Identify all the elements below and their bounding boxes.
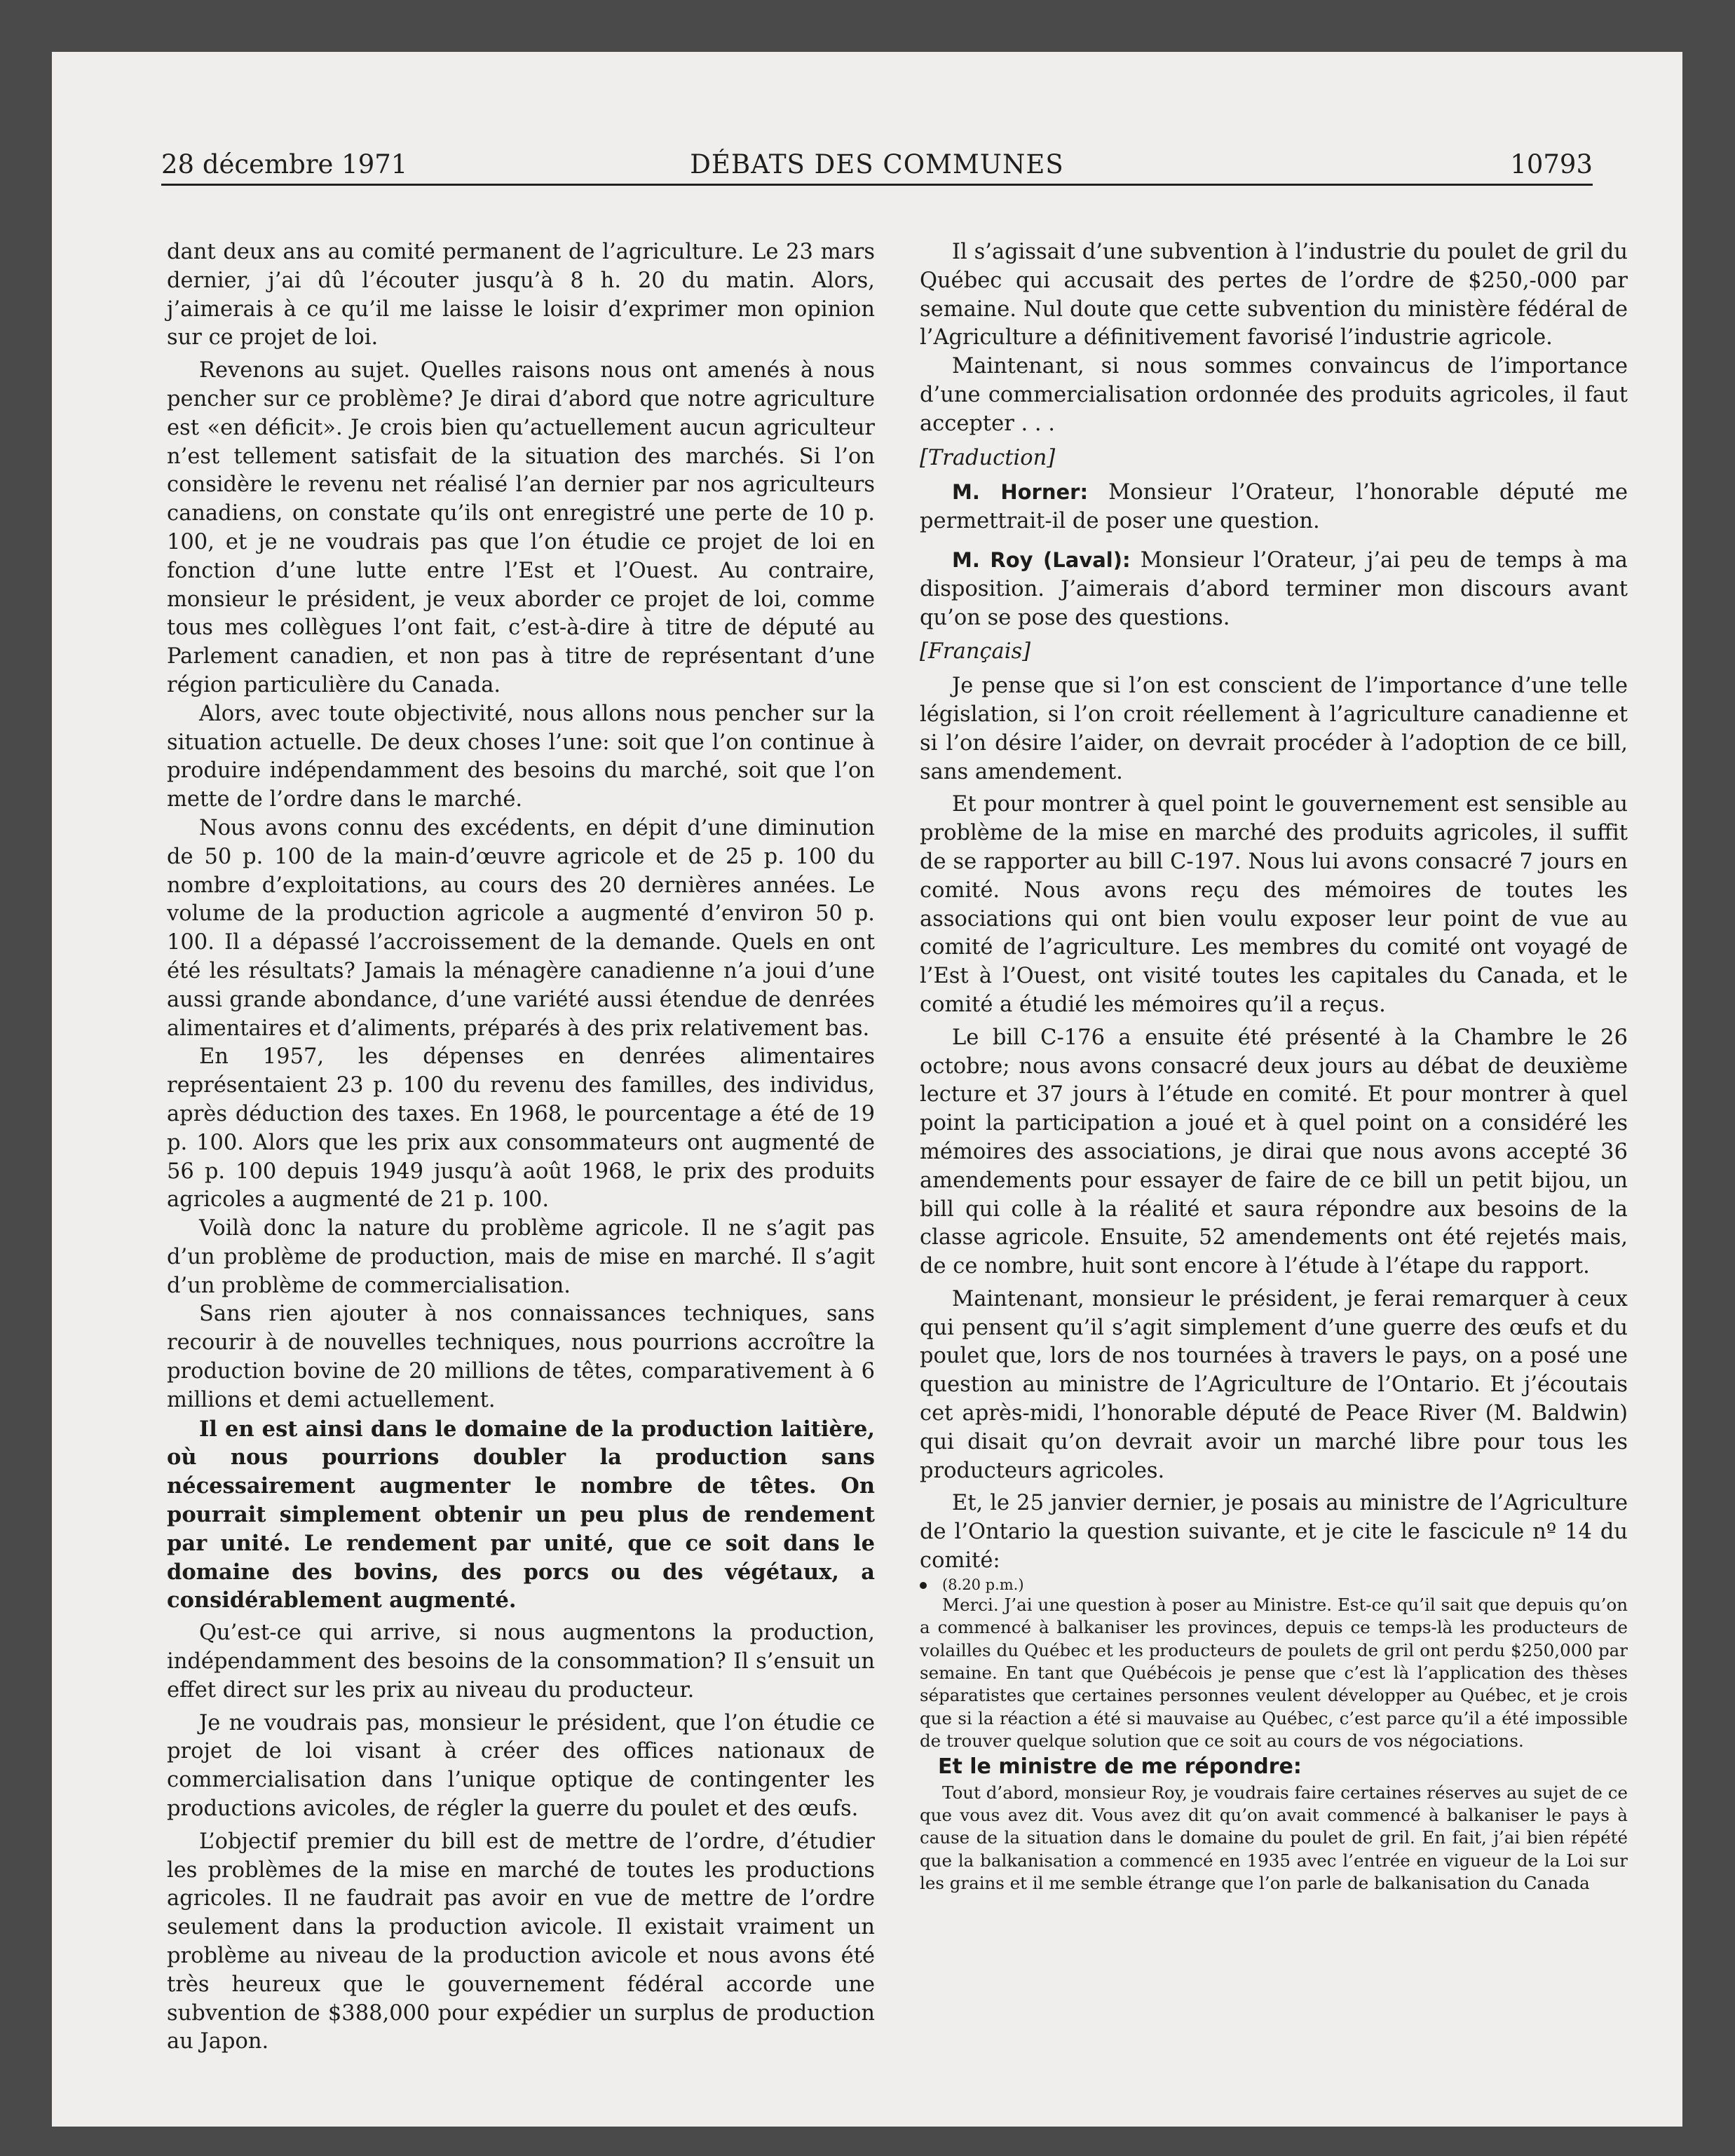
speaker-name: M. Horner: (952, 480, 1089, 505)
left-column (167, 238, 875, 2056)
speaker-name: M. Roy (Laval): (952, 547, 1131, 572)
header-page-number: 10793 (1510, 149, 1593, 179)
paragraph: Voilà donc la nature du problème agricole. Il ne s’agit pas d’un problème de production, mais de mise en marché. Il s’agit d’un problème de commercialisation. (167, 1216, 875, 1298)
paragraph: Alors, avec toute objectivité, nous allons nous pencher sur la situation actuelle. De deux choses l’une: soit que l’on continue à produire indépendamment des besoins du marché, soit que l’on mette de l’ordre dans le marché. (167, 701, 875, 812)
translation-tag: [Traduction] (920, 445, 1056, 470)
paragraph: Sans rien ajouter à nos connaissances techniques, sans recourir à de nouvelles techniques, nous pourrions accroître la production bovine de 20 millions de têtes, comparativement à 6 millions et demi actuellement. (167, 1302, 875, 1412)
speaker-paragraph (920, 478, 1628, 536)
paragraph: dant deux ans au comité permanent de l’agriculture. Le 23 mars dernier, j’ai dû l’écouter jusqu’à 8 h. 20 du matin. Alors, j’aimerais à ce qu’il me laisse le loisir d’exprimer mon opinion sur ce projet de loi. (167, 240, 875, 350)
time-marker (920, 1576, 1628, 1594)
running-header (161, 149, 1593, 186)
paragraph: Revenons au sujet. Quelles raisons nous ont amenés à nous pencher sur ce problème? Je dirai d’abord que notre agriculture est «en déficit». Je crois bien qu’actuellement aucun agriculteur n’est tellement satisfait de la situation des marchés. Si l’on considère le revenu net réalisé l’an dernier par nos agriculteurs canadiens, on constate qu’ils ont enregistré une perte de 10 p. 100, et je ne voudrais pas que l’on étudie ce projet de loi en fonction d’une lutte entre l’Est et l’Ouest. Au contraire, monsieur le président, je veux aborder ce projet de loi, comme tous mes collègues l’ont fait, c’est-à-dire à titre de député au Parlement canadien, et non pas à titre de représentant d’une région particulière du Canada. (167, 358, 875, 697)
paragraph: Il s’agissait d’une subvention à l’industrie du poulet de gril du Québec qui accusait des pertes de l’ordre de $250,-000 par semaine. Nul doute que cette subvention du ministère fédéral de l’Agriculture a définitivement favorisé l’industrie agricole. (920, 240, 1628, 350)
time-text: (8.20 p.m.) (942, 1576, 1024, 1593)
right-column (920, 238, 1628, 1895)
subheading: Et le ministre de me répondre: (938, 1754, 1302, 1779)
speaker-paragraph (920, 546, 1628, 632)
paragraph-bold: Il en est ainsi dans le domaine de la production laitière, où nous pourrions doubler la production sans nécessairement augmenter le nombre de têtes. On pourrait simplement obtenir un peu plus de rendement par unité. Le rendement par unité, que ce soit dans le domaine des bovins, des porcs ou des végétaux, a considérablement augmenté. (167, 1416, 875, 1613)
paragraph: Maintenant, si nous sommes convaincus de l’importance d’une commercialisation ordonnée des produits agricoles, il faut accepter . . . (920, 354, 1628, 436)
paragraph: L’objectif premier du bill est de mettre de l’ordre, d’étudier les problèmes de la mise en marché de toutes les productions agricoles. Il ne faudrait pas avoir en vue de mettre de l’ordre seulement dans la production avicole. Il existait vraiment un problème au niveau de la production avicole et nous avons été très heureux que le gouvernement fédéral accorde une subvention de $388,000 pour expédier un surplus de production au Japon. (167, 1829, 875, 2054)
paragraph: Nous avons connu des excédents, en dépit d’une diminution de 50 p. 100 de la main-d’œuvre agricole et de 25 p. 100 du nombre d’exploitations, au cours des 20 dernières années. Le volume de la production agricole a augmenté d’environ 50 p. 100. Il a dépassé l’accroissement de la demande. Quels en ont été les résultats? Jamais la ménagère canadienne n’a joui d’une aussi grande abondance, d’une variété aussi étendue de denrées alimentaires et d’aliments, préparés à des prix relativement bas. (167, 815, 875, 1041)
language-tag: [Français] (920, 639, 1031, 664)
paragraph: Le bill C-176 a ensuite été présenté à la Chambre le 26 octobre; nous avons consacré deux jours au débat de deuxième lecture et 37 jours à l’étude en comité. Et pour montrer à quel point la participation a joué et à quel point on a considéré les mémoires des associations, je dirai que nous avons accepté 36 amendements pour essayer de faire de ce bill un petit bijou, un bill qui colle à la réalité et saura répondre aux besoins de la classe agricole. Ensuite, 52 amendements ont été rejetés mais, de ce nombre, huit sont encore à l’étude à l’étape du rapport. (920, 1025, 1628, 1279)
paragraph: Et pour montrer à quel point le gouvernement est sensible au problème de la mise en marché des produits agricoles, il suffit de se rapporter au bill C-197. Nous lui avons consacré 7 jours en comité. Nous avons reçu des mémoires de toutes les associations qui ont bien voulu exposer leur point de vue au comité de l’agriculture. Les membres du comité ont voyagé de l’Est à l’Ouest, ont visité toutes les capitales du Canada, et le comité a étudié les mémoires qu’il a reçus. (920, 792, 1628, 1017)
header-title: DÉBATS DES COMMUNES (690, 149, 1064, 179)
bullet-icon (920, 1582, 927, 1589)
paragraph: Et, le 25 janvier dernier, je posais au ministre de l’Agriculture de l’Ontario la question suivante, et je cite le fascicule nº 14 du comité: (920, 1491, 1628, 1574)
paragraph: Je ne voudrais pas, monsieur le président, que l’on étudie ce projet de loi visant à créer des offices nationaux de commercialisation dans l’unique optique de contingenter les productions avicoles, de régler la guerre du poulet et des œufs. (167, 1710, 875, 1822)
speech-text: Monsieur l’Orateur, l’honorable député me permettrait-il de poser une question. (920, 480, 1628, 534)
quoted-passage: Merci. J’ai une question à poser au Ministre. Est-ce qu’il sait que depuis qu’on a commencé à balkaniser les provinces, depuis ce temps-là les producteurs de volailles du Québec et les producteurs de poulets de gril ont perdu $250,000 par semaine. En tant que Québécois je pense que c’est là l’application des thèses séparatistes que certaines personnes veulent développer au Québec, et je crois que si la réaction a été si mauvaise au Québec, c’est parce qu’il a été impossible de trouver quelque solution que ce soit au cours de vos négociations. (920, 1594, 1628, 1752)
paragraph: Qu’est-ce qui arrive, si nous augmentons la production, indépendamment des besoins de la consommation? Il s’ensuit un effet direct sur les prix au niveau du producteur. (167, 1621, 875, 1703)
quoted-passage: Tout d’abord, monsieur Roy, je voudrais faire certaines réserves au sujet de ce que vous avez dit. Vous avez dit qu’on avait commencé à balkaniser le pays à cause de la situation dans le domaine du poulet de gril. En fait, j’ai bien répété que la balkanisation a commencé en 1935 avec l’entrée en vigueur de la Loi sur les grains et il me semble étrange que l’on parle de balkanisation du Canada (920, 1782, 1628, 1894)
paragraph: Maintenant, monsieur le président, je ferai remarquer à ceux qui pensent qu’il s’agit simplement d’une guerre des œufs et du poulet que, lors de nos tournées à travers le pays, on a posé une question au ministre de l’Agriculture de l’Ontario. Et j’écoutais cet après-midi, l’honorable député de Peace River (M. Baldwin) qui disait qu’on devrait avoir un marché libre pour tous les producteurs agricoles. (920, 1286, 1628, 1483)
speech-text: Monsieur l’Orateur, j’ai peu de temps à ma disposition. J’aimerais d’abord terminer mon discours avant qu’on se pose des questions. (920, 547, 1628, 630)
header-date: 28 décembre 1971 (161, 149, 408, 179)
paragraph: Je pense que si l’on est conscient de l’importance d’une telle législation, si l’on croit réellement à l’agriculture canadienne et si l’on désire l’aider, on devrait procéder à l’adoption de ce bill, sans amendement. (920, 674, 1628, 784)
paragraph: En 1957, les dépenses en denrées alimentaires représentaient 23 p. 100 du revenu des familles, des individus, après déduction des taxes. En 1968, le pourcentage a été de 19 p. 100. Alors que les prix aux consommateurs ont augmenté de 56 p. 100 depuis 1949 jusqu’à août 1968, le prix des produits agricoles a augmenté de 21 p. 100. (167, 1044, 875, 1213)
